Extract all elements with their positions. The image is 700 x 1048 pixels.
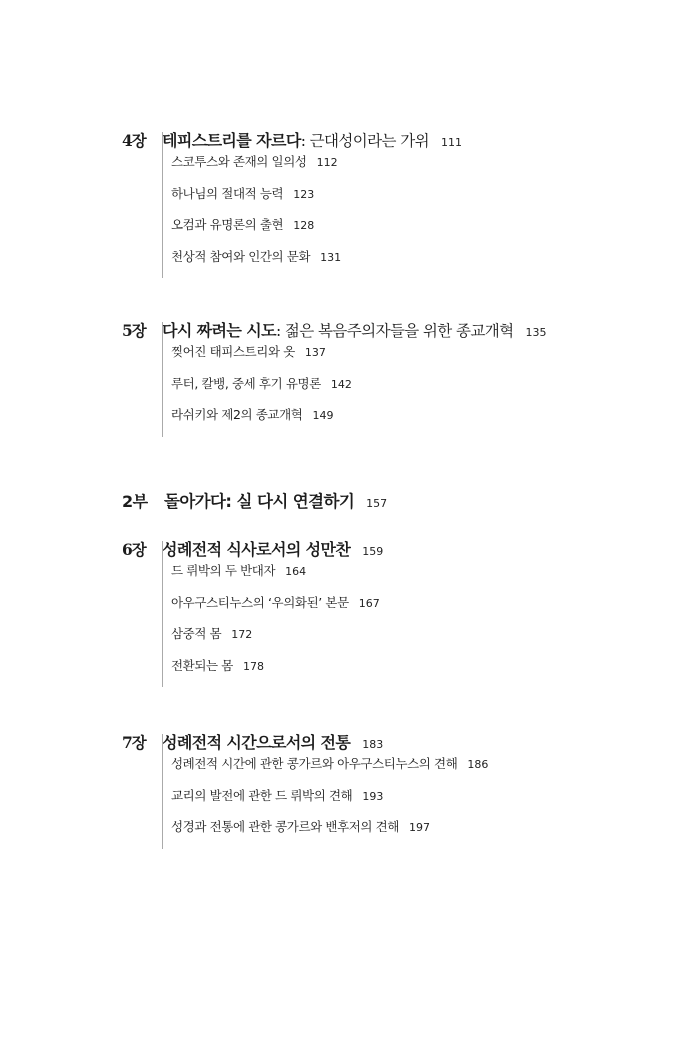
chapter-number: 5장 xyxy=(122,321,146,340)
chapter-6 xyxy=(122,537,682,687)
section-list xyxy=(162,322,682,437)
section-list xyxy=(162,734,682,849)
section-title: 하나님의 절대적 능력 xyxy=(171,185,284,201)
part-number: 2부 xyxy=(122,492,148,511)
chapter-page: 111 xyxy=(440,136,462,149)
section-title: 성경과 전통에 관한 콩가르와 밴후저의 견해 xyxy=(171,819,400,834)
section-title: 루터, 칼뱅, 중세 후기 유명론 xyxy=(171,375,321,391)
section-list xyxy=(162,132,682,278)
section-item xyxy=(171,405,682,437)
section-page: 178 xyxy=(242,659,264,673)
section-item xyxy=(171,247,682,279)
section-page: 112 xyxy=(316,156,338,169)
chapter-7 xyxy=(122,730,682,849)
section-item xyxy=(171,817,682,849)
chapter-title-main: 성례전적 식사로서의 성만찬 xyxy=(162,540,351,559)
chapter-5 xyxy=(122,318,682,437)
section-item xyxy=(171,184,682,216)
chapter-title-main: 테피스트리를 자르다 xyxy=(162,131,301,150)
section-item xyxy=(171,656,682,688)
section-item xyxy=(171,593,682,625)
section-page: 128 xyxy=(293,219,315,232)
section-page: 172 xyxy=(231,628,253,641)
chapter-title-sub: : 근대성이라는 가위 xyxy=(300,132,429,150)
chapter-page: 183 xyxy=(362,738,384,751)
section-title: 라쉬키와 제2의 종교개혁 xyxy=(171,407,303,422)
chapter-4 xyxy=(122,128,682,278)
chapter-title-main: 성례전적 시간으로서의 전통 xyxy=(162,733,351,752)
section-title: 오컴과 유명론의 출현 xyxy=(171,217,284,232)
section-title: 천상적 참여와 인간의 문화 xyxy=(171,248,311,264)
section-item xyxy=(171,152,682,184)
section-item xyxy=(171,561,682,593)
section-item xyxy=(171,215,682,247)
section-page: 186 xyxy=(467,758,489,771)
section-title: 삼중적 몸 xyxy=(171,626,222,641)
section-title: 성례전적 시간에 관한 콩가르와 아우구스티누스의 견해 xyxy=(171,756,458,771)
chapter-title-main: 다시 짜려는 시도 xyxy=(162,321,276,340)
section-page: 131 xyxy=(320,250,342,264)
section-item xyxy=(171,374,682,406)
section-title: 드 뤼박의 두 반대자 xyxy=(171,563,276,578)
section-title: 교리의 발전에 관한 드 뤼박의 견해 xyxy=(171,787,353,803)
section-list xyxy=(162,541,682,687)
section-title: 찢어진 태피스트리와 옷 xyxy=(171,344,295,359)
part-page: 157 xyxy=(366,497,388,510)
section-page: 167 xyxy=(358,596,380,610)
section-item xyxy=(171,754,682,786)
section-page: 142 xyxy=(330,377,352,391)
chapter-number: 4장 xyxy=(122,131,146,150)
section-page: 123 xyxy=(293,187,315,201)
section-page: 164 xyxy=(285,565,307,578)
section-page: 149 xyxy=(312,409,334,422)
chapter-title-sub: : 젊은 복음주의자들을 위한 종교개혁 xyxy=(275,322,514,340)
chapter-page: 159 xyxy=(362,545,384,558)
section-page: 193 xyxy=(362,789,384,803)
section-page: 197 xyxy=(409,821,431,834)
chapter-number: 7장 xyxy=(122,733,146,752)
section-title: 전환되는 몸 xyxy=(171,657,233,673)
section-item xyxy=(171,342,682,374)
section-title: 스코투스와 존재의 일의성 xyxy=(171,154,307,169)
section-item xyxy=(171,786,682,818)
section-item xyxy=(171,624,682,656)
part-heading xyxy=(122,488,387,512)
part-title: 돌아가다: 실 다시 연결하기 xyxy=(164,492,355,511)
section-title: 아우구스티누스의 ‘우의화된’ 본문 xyxy=(171,594,349,610)
chapter-page: 135 xyxy=(525,326,547,339)
chapter-number: 6장 xyxy=(122,540,146,559)
section-page: 137 xyxy=(304,346,326,359)
